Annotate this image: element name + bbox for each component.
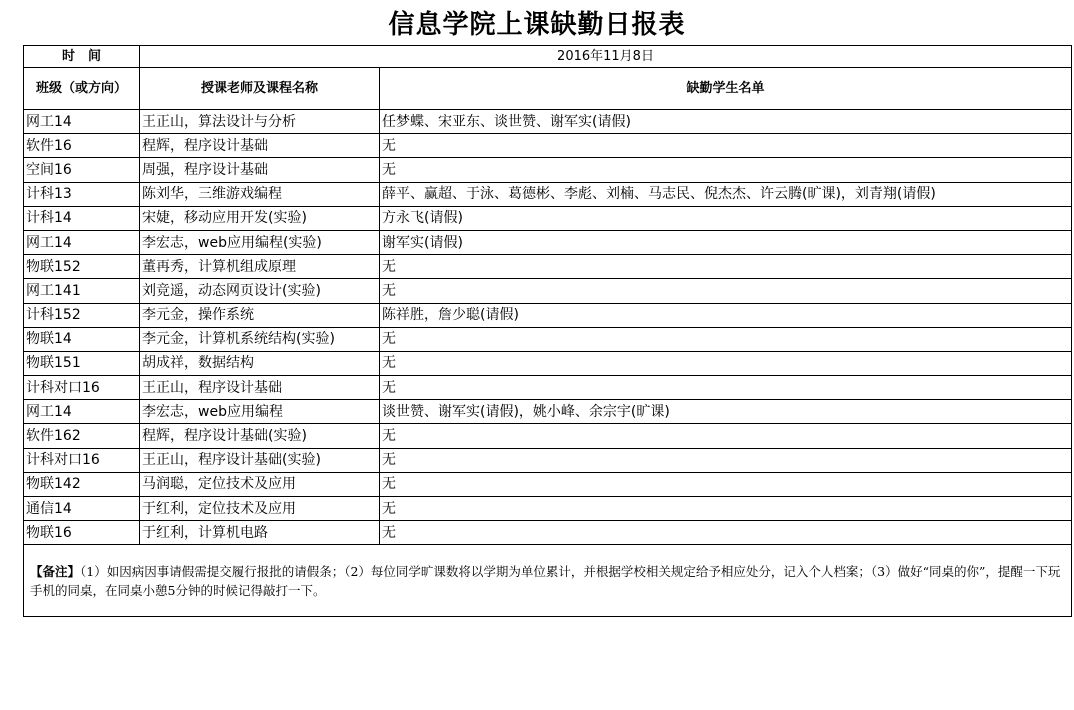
class-cell: 物联151 — [24, 351, 140, 375]
teacher-course-cell: 宋婕，移动应用开发(实验) — [140, 206, 380, 230]
absent-students-cell: 无 — [380, 448, 1072, 472]
time-label: 时 间 — [24, 46, 140, 68]
class-cell: 软件16 — [24, 134, 140, 158]
teacher-course-cell: 刘竞遥，动态网页设计(实验) — [140, 279, 380, 303]
absent-students-cell: 无 — [380, 376, 1072, 400]
class-cell: 通信14 — [24, 497, 140, 521]
absent-students-cell: 无 — [380, 158, 1072, 182]
table-row — [24, 497, 1072, 521]
table-row — [24, 230, 1072, 254]
class-cell: 物联142 — [24, 472, 140, 496]
absent-students-cell: 无 — [380, 134, 1072, 158]
absent-students-cell: 无 — [380, 521, 1072, 545]
table-row — [24, 351, 1072, 375]
table-row — [24, 206, 1072, 230]
report-date: 2016年11月8日 — [140, 46, 1072, 68]
teacher-course-cell: 周强，程序设计基础 — [140, 158, 380, 182]
teacher-course-cell: 李元金，操作系统 — [140, 303, 380, 327]
absent-students-cell: 无 — [380, 279, 1072, 303]
class-cell: 物联14 — [24, 327, 140, 351]
absent-students-cell: 无 — [380, 424, 1072, 448]
class-cell: 网工141 — [24, 279, 140, 303]
teacher-course-cell: 李宏志，web应用编程(实验) — [140, 230, 380, 254]
absent-students-cell: 陈祥胜，詹少聪(请假) — [380, 303, 1072, 327]
table-row — [24, 182, 1072, 206]
class-cell: 网工14 — [24, 110, 140, 134]
class-cell: 软件162 — [24, 424, 140, 448]
column-header-teacher-course: 授课老师及课程名称 — [140, 68, 380, 110]
class-cell: 计科对口16 — [24, 448, 140, 472]
absent-students-cell: 无 — [380, 351, 1072, 375]
teacher-course-cell: 李宏志，web应用编程 — [140, 400, 380, 424]
teacher-course-cell: 陈刘华，三维游戏编程 — [140, 182, 380, 206]
note-row — [24, 545, 1072, 617]
table-row — [24, 424, 1072, 448]
class-cell: 网工14 — [24, 230, 140, 254]
teacher-course-cell: 王正山，算法设计与分析 — [140, 110, 380, 134]
absent-students-cell: 薛平、赢超、于泳、葛德彬、李彪、刘楠、马志民、倪杰杰、许云腾(旷课)，刘青翔(请假) — [380, 182, 1072, 206]
report-title: 信息学院上课缺勤日报表 — [388, 10, 686, 40]
table-row — [24, 134, 1072, 158]
note-text: （1）如因病因事请假需提交履行报批的请假条；（2）每位同学旷课数将以学期为单位累计，并根据学校相关规定给予相应处分，记入个人档案；（3）做好“同桌的你”，提醒一下玩手机的同桌，在同桌小憩5分钟的时候记得敲打一下。 — [30, 563, 1061, 598]
teacher-course-cell: 王正山，程序设计基础 — [140, 376, 380, 400]
absent-students-cell: 任梦蝶、宋亚东、谈世赞、谢军实(请假) — [380, 110, 1072, 134]
absent-students-cell: 谢军实(请假) — [380, 230, 1072, 254]
table-row — [24, 376, 1072, 400]
absent-students-cell: 无 — [380, 327, 1072, 351]
table-row — [24, 279, 1072, 303]
absence-report-table — [23, 45, 1072, 617]
class-cell: 空间16 — [24, 158, 140, 182]
time-row — [24, 46, 1072, 68]
note-cell — [24, 545, 1072, 617]
table-row — [24, 400, 1072, 424]
class-cell: 物联16 — [24, 521, 140, 545]
absent-students-cell: 方永飞(请假) — [380, 206, 1072, 230]
column-header-absent-students: 缺勤学生名单 — [380, 68, 1072, 110]
absent-students-cell: 无 — [380, 472, 1072, 496]
table-row — [24, 448, 1072, 472]
class-cell: 计科对口16 — [24, 376, 140, 400]
class-cell: 网工14 — [24, 400, 140, 424]
column-header-class: 班级（或方向） — [24, 68, 140, 110]
table-row — [24, 158, 1072, 182]
absent-students-cell: 谈世赞、谢军实(请假)，姚小峰、余宗宇(旷课) — [380, 400, 1072, 424]
teacher-course-cell: 马润聪，定位技术及应用 — [140, 472, 380, 496]
teacher-course-cell: 李元金，计算机系统结构(实验) — [140, 327, 380, 351]
class-cell: 计科13 — [24, 182, 140, 206]
table-row — [24, 255, 1072, 279]
table-row — [24, 472, 1072, 496]
note-heading: 【备注】 — [30, 563, 81, 579]
absent-students-cell: 无 — [380, 497, 1072, 521]
teacher-course-cell: 于红利，定位技术及应用 — [140, 497, 380, 521]
teacher-course-cell: 于红利，计算机电路 — [140, 521, 380, 545]
absent-students-cell: 无 — [380, 255, 1072, 279]
table-row — [24, 110, 1072, 134]
table-row — [24, 303, 1072, 327]
teacher-course-cell: 胡成祥，数据结构 — [140, 351, 380, 375]
table-row — [24, 521, 1072, 545]
teacher-course-cell: 程辉，程序设计基础 — [140, 134, 380, 158]
teacher-course-cell: 程辉，程序设计基础(实验) — [140, 424, 380, 448]
table-row — [24, 327, 1072, 351]
class-cell: 物联152 — [24, 255, 140, 279]
class-cell: 计科152 — [24, 303, 140, 327]
teacher-course-cell: 董再秀，计算机组成原理 — [140, 255, 380, 279]
class-cell: 计科14 — [24, 206, 140, 230]
header-row — [24, 68, 1072, 110]
teacher-course-cell: 王正山，程序设计基础(实验) — [140, 448, 380, 472]
